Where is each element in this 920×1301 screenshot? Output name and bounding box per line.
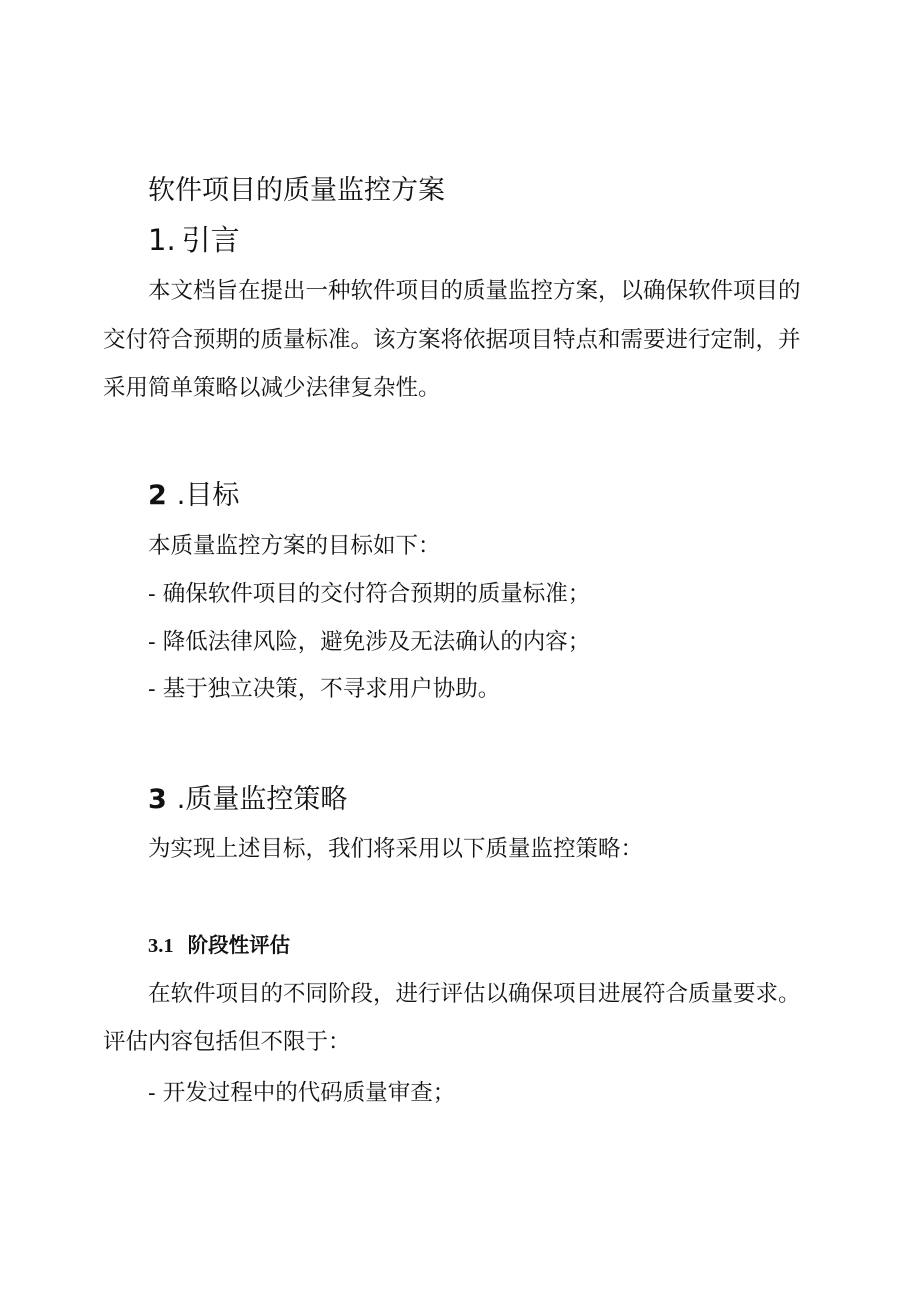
subsection-3-1-list-item: - 开发过程中的代码质量审查； xyxy=(148,1080,456,1106)
section-3-number: 3 xyxy=(148,784,167,815)
section-1-number: 1. xyxy=(148,223,176,257)
section-2-number: 2 xyxy=(148,480,167,511)
section-2-heading xyxy=(148,482,239,509)
section-2-list-item: - 基于独立决策，不寻求用户协助。 xyxy=(148,676,501,702)
section-1-paragraph-line: 交付符合预期的质量标准。该方案将依据项目特点和需要进行定制，并 xyxy=(103,327,801,353)
section-3-heading xyxy=(148,786,347,813)
section-3-title: .质量监控策略 xyxy=(176,784,348,815)
subsection-3-1-paragraph-line: 评估内容包括但不限于： xyxy=(103,1029,351,1055)
section-2-title: .目标 xyxy=(176,480,240,511)
document-title: 软件项目的质量监控方案 xyxy=(148,175,445,206)
section-2-list-item: - 降低法律风险，避免涉及无法确认的内容； xyxy=(148,629,591,655)
section-3-intro: 为实现上述目标，我们将采用以下质量监控策略： xyxy=(148,836,644,862)
section-2-intro: 本质量监控方案的目标如下： xyxy=(148,533,441,559)
subsection-3-1-number: 3.1 xyxy=(148,935,174,957)
section-1-paragraph-line: 本文档旨在提出一种软件项目的质量监控方案，以确保软件项目的 xyxy=(148,278,801,304)
section-1-heading xyxy=(148,223,240,257)
subsection-3-1-heading xyxy=(148,935,290,957)
section-2-list-item: - 确保软件项目的交付符合预期的质量标准； xyxy=(148,581,591,607)
subsection-3-1-title: 阶段性评估 xyxy=(187,933,291,957)
subsection-3-1-paragraph-line: 在软件项目的不同阶段，进行评估以确保项目进展符合质量要求。 xyxy=(148,981,801,1007)
section-1-title: 引言 xyxy=(181,223,240,257)
section-1-paragraph-line: 采用简单策略以减少法律复杂性。 xyxy=(103,375,441,401)
